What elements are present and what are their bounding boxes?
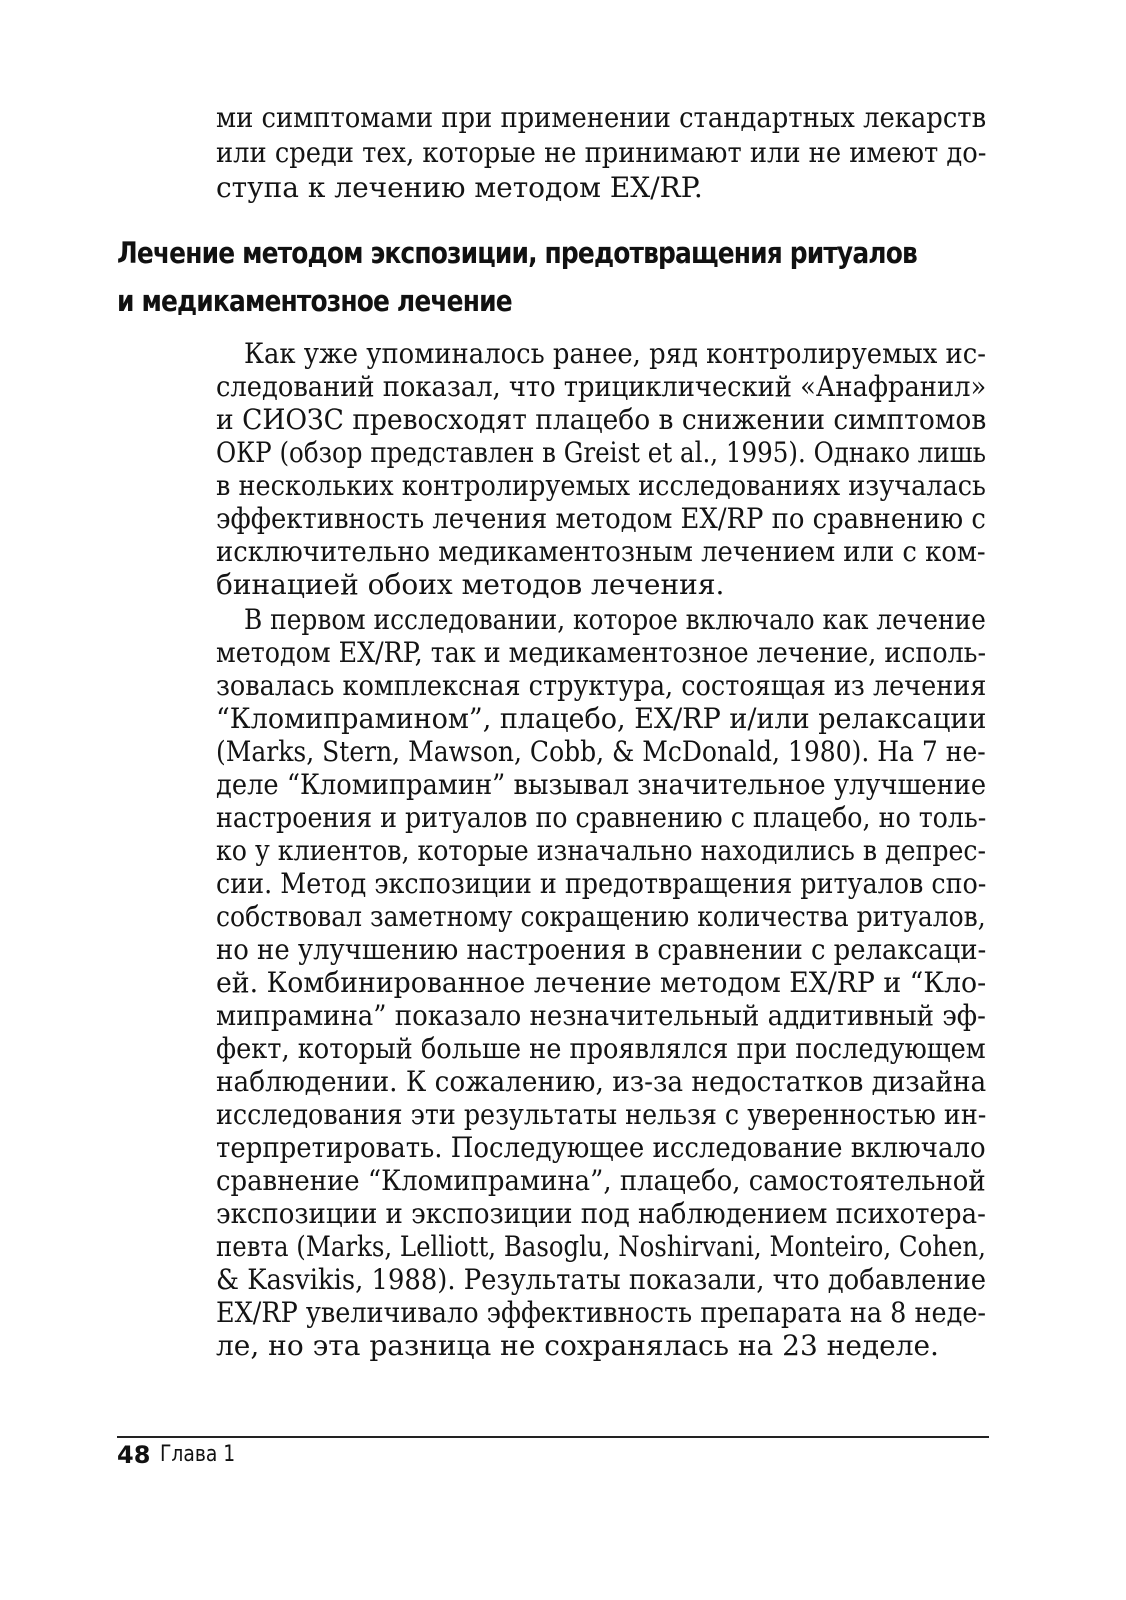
text-line: настроения и ритуалов по сравнению с плацебо, но толь- bbox=[216, 801, 987, 834]
text-line: (Marks, Stern, Mawson, Cobb, & McDonald, 1980). На 7 не- bbox=[216, 735, 986, 768]
text-line: ми симптомами при применении стандартных лекарств bbox=[216, 101, 987, 134]
text-line: эффективность лечения методом EX/RP по сравнению с bbox=[216, 502, 986, 535]
text-line: сии. Метод экспозиции и предотвращения ритуалов спо- bbox=[216, 867, 987, 900]
text-line: в нескольких контролируемых исследованиях изучалась bbox=[216, 469, 986, 502]
text-line: & Kasvikis, 1988). Результаты показали, что добавление bbox=[216, 1263, 987, 1296]
text-line: Как уже упоминалось ранее, ряд контролируемых ис- bbox=[244, 337, 986, 370]
text-line: исследования эти результаты нельзя с уверенностью ин- bbox=[216, 1098, 987, 1131]
text-line: деле “Кломипрамин” вызывал значительное улучшение bbox=[216, 768, 987, 801]
text-line: В первом исследовании, которое включало как лечение bbox=[244, 603, 986, 636]
text-line: ступа к лечению методом EX/RP. bbox=[216, 171, 703, 204]
text-line: бинацией обоих методов лечения. bbox=[216, 568, 725, 601]
text-line: мипрамина” показало незначительный аддитивный эф- bbox=[216, 999, 986, 1032]
text-line: следований показал, что трициклический «Анафранил» bbox=[216, 370, 987, 403]
text-line: сравнение “Кломипрамина”, плацебо, самостоятельной bbox=[216, 1164, 986, 1197]
text-line: зовалась комплексная структура, состоящая из лечения bbox=[216, 669, 987, 702]
text-line: ко у клиентов, которые изначально находились в депрес- bbox=[216, 834, 987, 867]
text-line: и СИОЗС превосходят плацебо в снижении симптомов bbox=[216, 403, 987, 436]
chapter-label: Глава 1 bbox=[160, 1442, 236, 1467]
text-line: ей. Комбинированное лечение методом EX/RP и “Кло- bbox=[216, 966, 987, 999]
page-number: 48 bbox=[117, 1441, 151, 1469]
footer-rule bbox=[117, 1436, 989, 1438]
text-line: или среди тех, которые не принимают или не имеют до- bbox=[216, 136, 987, 169]
section-heading-line-1: Лечение методом экспозиции, предотвращения ритуалов bbox=[117, 236, 917, 270]
text-line: терпретировать. Последующее исследование включало bbox=[216, 1131, 986, 1164]
text-line: методом EX/RP, так и медикаментозное лечение, исполь- bbox=[216, 636, 987, 669]
text-line: но не улучшению настроения в сравнении с релаксаци- bbox=[216, 933, 987, 966]
text-line: собствовал заметному сокращению количества ритуалов, bbox=[216, 900, 986, 933]
text-line: ОКР (обзор представлен в Greist et al., 1995). Однако лишь bbox=[216, 436, 986, 469]
text-line: фект, который больше не проявлялся при последующем bbox=[216, 1032, 986, 1065]
text-line: “Кломипрамином”, плацебо, EX/RP и/или релаксации bbox=[216, 702, 987, 735]
text-line: ле, но эта разница не сохранялась на 23 неделе. bbox=[216, 1329, 939, 1362]
section-heading-line-2: и медикаментозное лечение bbox=[117, 284, 512, 318]
text-line: EX/RP увеличивало эффективность препарата на 8 неде- bbox=[216, 1296, 987, 1329]
text-line: исключительно медикаментозным лечением или с ком- bbox=[216, 535, 986, 568]
text-line: наблюдении. К сожалению, из-за недостатков дизайна bbox=[216, 1065, 987, 1098]
text-line: певта (Marks, Lelliott, Basoglu, Noshirvani, Monteiro, Cohen, bbox=[216, 1230, 986, 1263]
text-line: экспозиции и экспозиции под наблюдением психотера- bbox=[216, 1197, 986, 1230]
